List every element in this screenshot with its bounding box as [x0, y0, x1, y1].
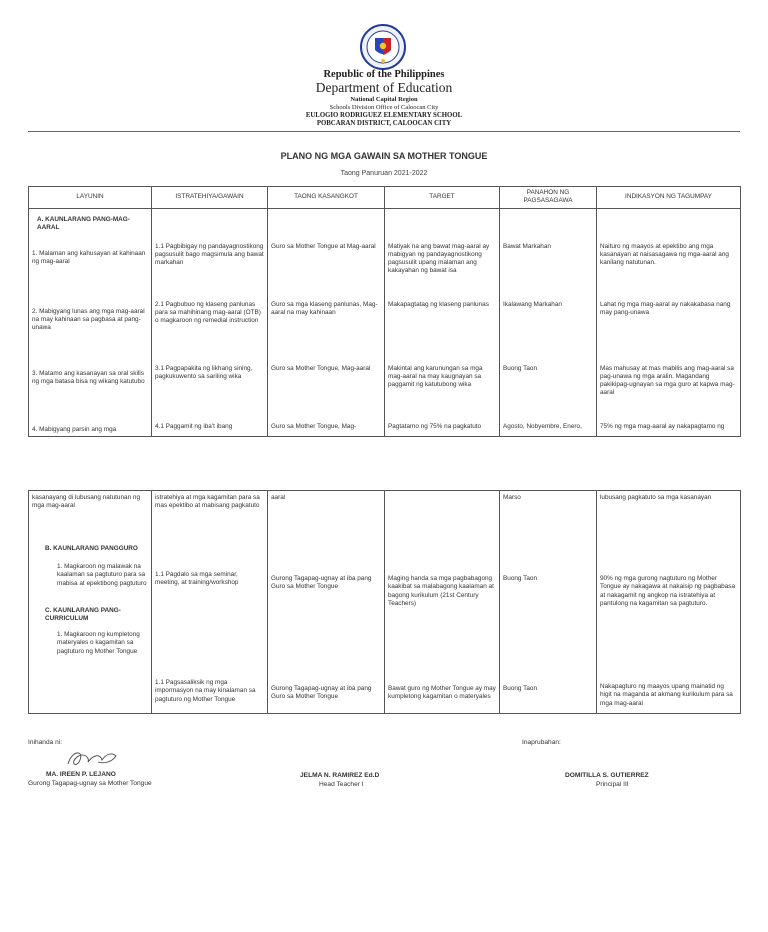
objective-cell: 2. Mabigyang lunas ang mga mag-aaral na may kahinaan sa pagbasa at pang-unawa — [32, 307, 145, 332]
target-cell — [385, 491, 499, 575]
timeline-cell: Ikalawang Markahan — [503, 300, 562, 308]
head-teacher-role: Head Teacher I — [319, 781, 364, 788]
head-teacher-name: JELMA N. RAMIREZ Ed.D — [300, 772, 380, 779]
prepared-by-role: Gurong Tagapag-ugnay sa Mother Tongue — [28, 780, 152, 787]
department-text: Department of Education — [315, 80, 453, 95]
timeline-cell: Bawat Markahan — [503, 242, 551, 250]
target-cell: Pagtatamo ng 75% na pagkatuto — [388, 422, 482, 430]
strategy-cell: 1.1 Pagsasaliksik ng mga impormasyon na may kinalaman sa pagtuturo ng Mother Tongue — [155, 679, 256, 703]
people-cell: aaral — [271, 494, 286, 501]
deped-seal-icon — [360, 24, 406, 70]
column-header: PANAHON NG PAGSASAGAWA — [500, 187, 597, 209]
objective-cell: kasanayang di lubusang natutunan ng mga mag-aaral — [32, 494, 141, 510]
timeline-cell: Agosto, Nobyembre, Enero, — [503, 422, 582, 430]
school-year: Taong Panuruan 2021-2022 — [340, 170, 428, 177]
target-cell: Matiyak na ang bawat mag-aaral ay mabigyan ng pandayagnostikong pagsusulit upang malaman ang kakayahan ng bawat isa — [388, 242, 490, 275]
strategy-cell: 2.1 Pagbubuo ng klaseng panlunas para sa mahihinang mag-aaral (OTB) o magkaroon ng remedial instruction — [155, 300, 261, 325]
table-row — [29, 491, 741, 714]
prepared-by-name: MA. IREEN P. LEJANO — [46, 771, 116, 778]
objective-cell: 3. Matamo ang kasanayan sa oral skills ng mga batasa bisa ng wikang katutubo — [32, 369, 145, 385]
region-text: National Capital Region — [350, 96, 418, 103]
objective-cell: 1. Magkaroon ng kumpletong materyales o kagamitan sa pagtuturo ng Mother Tongue — [57, 631, 140, 655]
plan-table-page-2 — [28, 490, 741, 714]
objective-cell: 4. Mabigyang parsin ang mga — [32, 425, 117, 433]
timeline-cell: Buong Taon — [503, 364, 537, 372]
indicator-cell: Lahat ng mga mag-aaral ay nakakabasa nang may pang-unawa — [600, 300, 731, 316]
page-title: PLANO NG MGA GAWAIN SA MOTHER TONGUE — [280, 151, 488, 161]
principal-name: DOMITILLA S. GUTIERREZ — [565, 772, 649, 779]
signature-scribble-icon — [62, 746, 122, 772]
strategy-cell: 1.1 Pagbibigay ng pandayagnostikong pagsusulit bago magsimula ang bawat markahan — [155, 242, 264, 267]
objective-cell: 1. Malaman ang kahusayan at kahinaan ng mag-aaral — [32, 249, 146, 265]
column-header: ISTRATEHIYA/GAWAIN — [152, 187, 268, 209]
table-row — [29, 208, 741, 436]
people-cell: Guro sa mga klaseng panlunas, Mag-aaral na may kahinaan — [271, 300, 378, 316]
people-cell: Guro sa Mother Tongue, Mag- — [271, 422, 357, 430]
people-cell: Guro sa Mother Tongue at Mag-aaral — [271, 242, 376, 250]
strategy-cell: 1.1 Pagdalo sa mga seminar, meeting, at training/workshop — [155, 571, 239, 587]
people-cell: Guro sa Mother Tongue, Mag-aaral — [271, 364, 371, 372]
table-header-row — [29, 187, 741, 209]
timeline-cell: Buong Taon — [503, 575, 537, 582]
republic-text: Republic of the Philippines — [323, 69, 445, 80]
district-text: POBCARAN DISTRICT, CALOOCAN CITY — [316, 120, 452, 127]
indicator-cell: Mas mahusay at mas mabilis ang mag-aaral sa pag-unawa ng mga aralin. Magandang pakikipag-ugnayan sa mga guro at kapwa mag-aaral — [600, 364, 735, 397]
approved-by-label: Inaprubahan: — [522, 739, 561, 746]
timeline-cell: Marso — [503, 494, 521, 501]
indicator-cell: lubusang pagkatuto sa mga kasanayan — [600, 494, 712, 501]
indicator-cell: Nakapagturo ng maayos upang mainatid ng higit na maganda at akmang kurikulum para sa mga mag-aaral — [600, 683, 733, 707]
timeline-cell: Buong Taon — [503, 685, 537, 692]
strategy-cell: 3.1 Pagpapakita ng likhang sining, pagkukuwento sa sariling wika — [155, 364, 253, 380]
column-header: INDIKASYON NG TAGUMPAY — [597, 187, 741, 209]
prepared-by-label: Inihanda ni: — [28, 739, 63, 746]
objective-cell: 1. Magkaroon ng malawak na kaalaman sa pagtuturo para sa mabisa at epektibong pagtuturo — [57, 563, 147, 587]
plan-table-page-1 — [28, 186, 741, 437]
column-header: LAYUNIN — [29, 187, 152, 209]
header-divider — [28, 131, 740, 132]
division-text: Schools Division Office of Caloocan City — [329, 104, 439, 111]
strategy-cell: 4.1 Paggamit ng iba't ibang — [155, 422, 233, 430]
strategy-cell: istratehiya at mga kagamitan para sa mas epektibo at mabisang pagkatuto — [155, 494, 260, 510]
indicator-cell: 75% ng mga mag-aaral ay nakapagtamo ng — [600, 422, 725, 430]
people-cell: Gurong Tagapag-ugnay at iba pang Guro sa Mother Tongue — [271, 685, 372, 701]
section-heading: C. KAUNLARANG PANG-CURRICULUM — [45, 607, 121, 623]
principal-role: Principal III — [596, 781, 629, 788]
target-cell: Bawat guro ng Mother Tongue ay may kumpletong kagamitan o materyales — [388, 685, 496, 701]
school-text: EULOGIO RODRIGUEZ ELEMENTARY SCHOOL — [305, 112, 463, 119]
target-cell: Makintal ang karunungan sa mga mag-aaral na may kaugnayan sa paggamit ng katutubong wika — [388, 364, 483, 389]
target-cell: Maging handa sa mga pagbabagong kaakibat sa malabagong kaalaman at bagong kurikulum (21st Century Teachers) — [388, 575, 494, 607]
target-cell: Makapagtatag ng klaseng panlunas — [388, 300, 489, 308]
column-header: TARGET — [385, 187, 500, 209]
section-heading: A. KAUNLARANG PANG-MAG-AARAL — [37, 215, 130, 231]
indicator-cell: 90% ng mga gurong nagtuturo ng Mother Tongue ay nakagawa at nakaisip ng pagbabasa at nakagamit ng angkop na istratehiya at pantulong na kagamitan sa pagtuturo. — [600, 575, 736, 607]
section-heading: B. KAUNLARANG PANGGURO — [45, 545, 138, 552]
indicator-cell: Naituro ng maayos at epektibo ang mga kasanayan at naisasagawa ng mga-aaral ang kanilang natutunan. — [600, 242, 729, 267]
column-header: TAONG KASANGKOT — [268, 187, 385, 209]
people-cell: Gurong Tagapag-ugnay at iba pang Guro sa Mother Tongue — [271, 575, 372, 591]
